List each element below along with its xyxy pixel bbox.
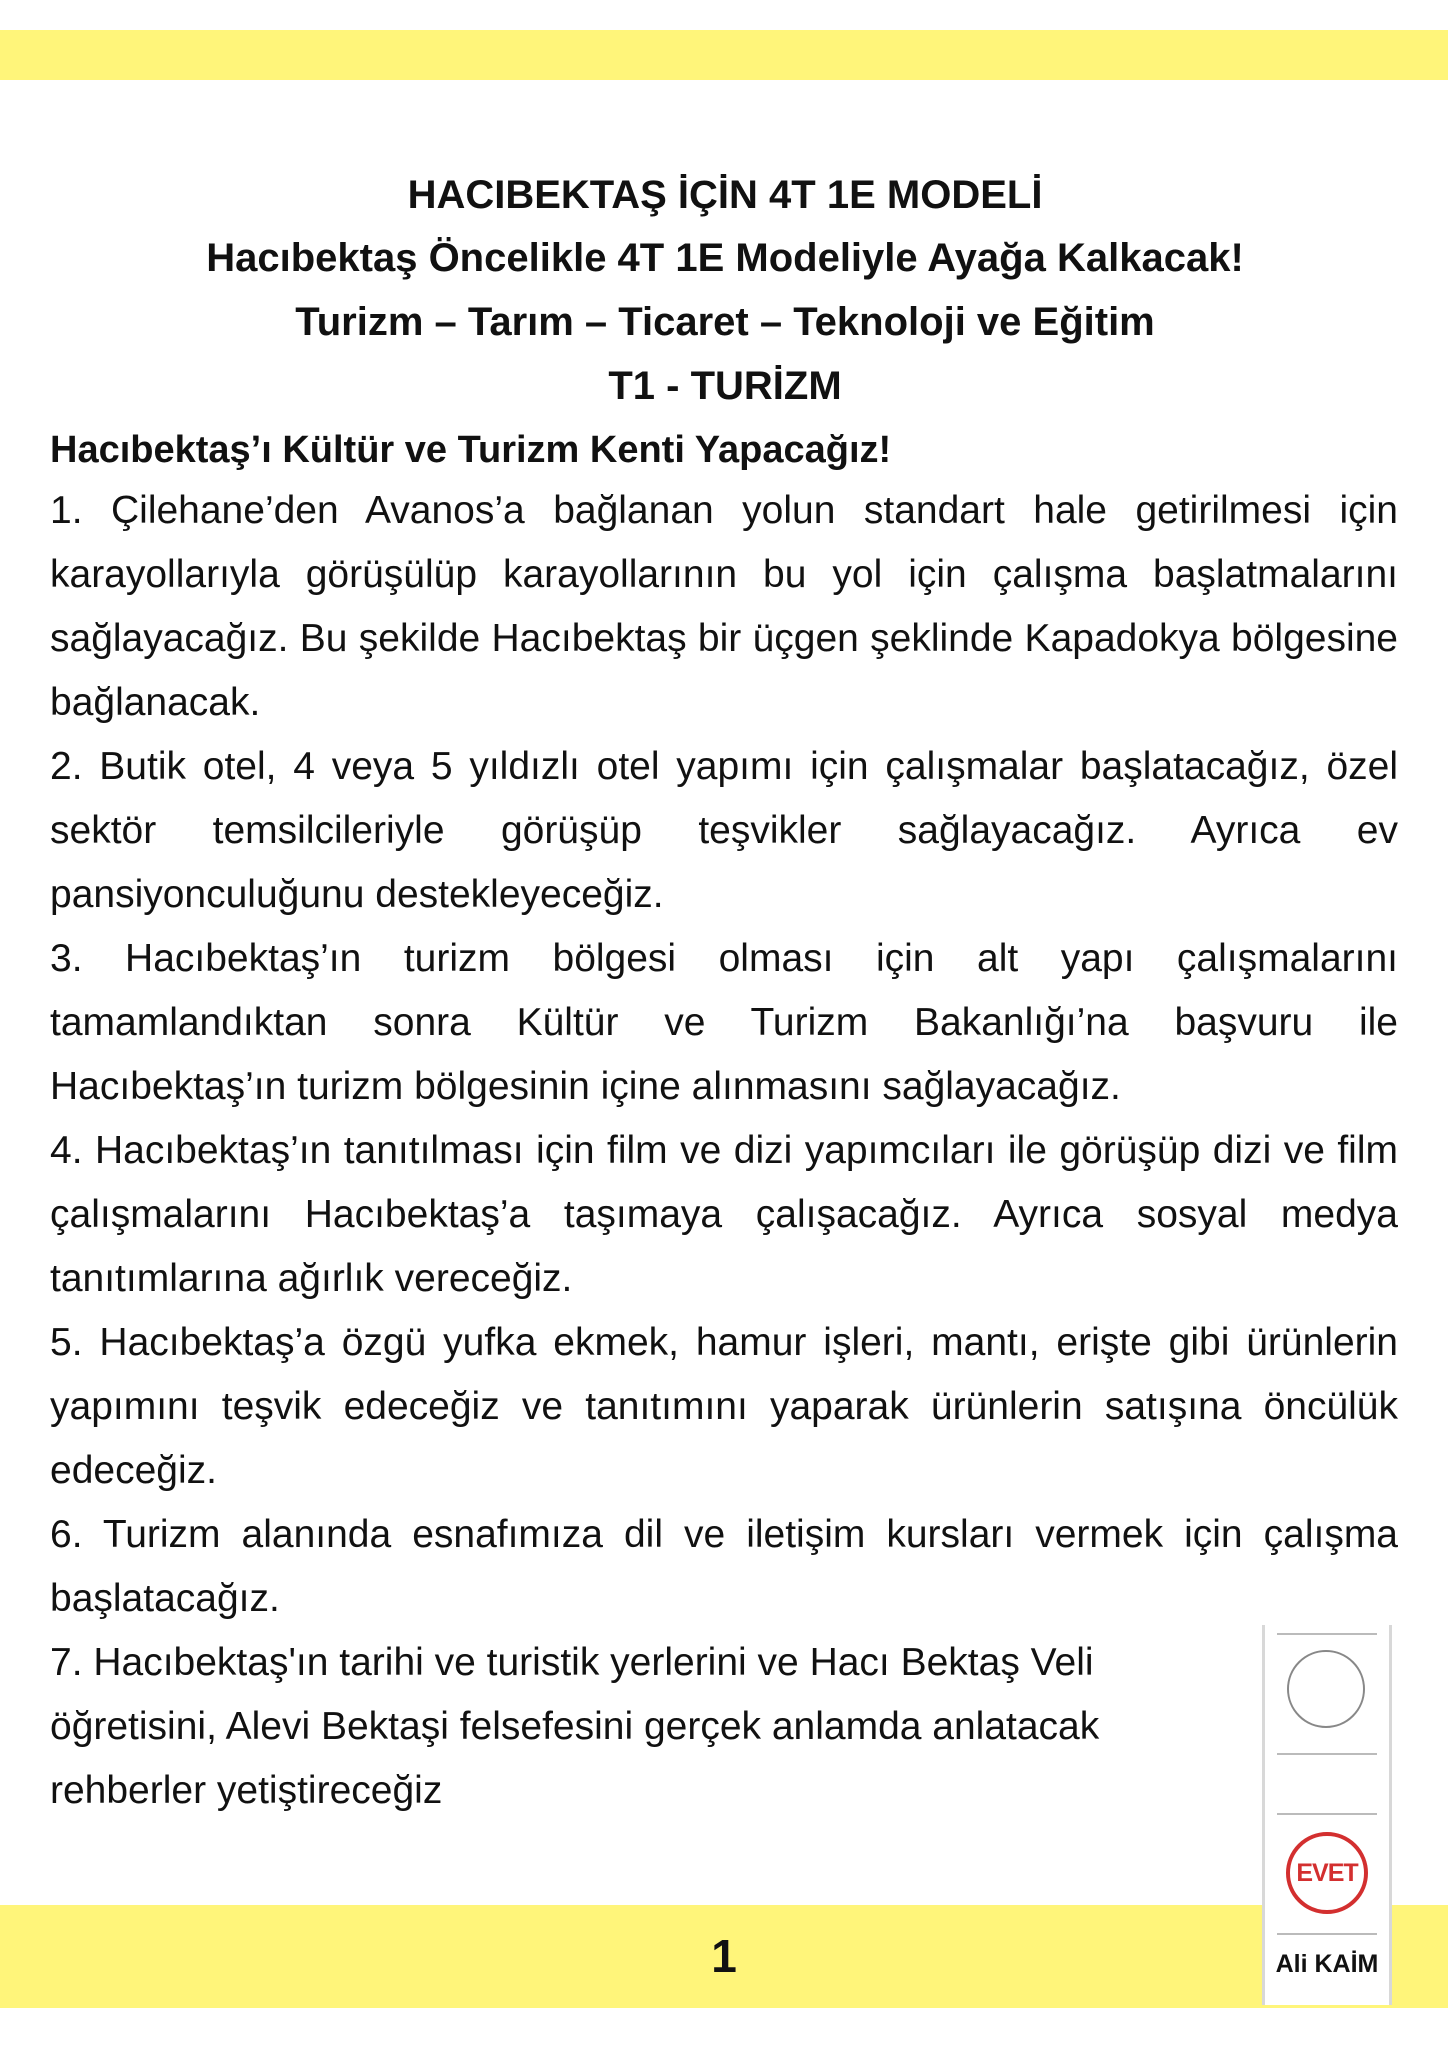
list-item: 1. Çilehane’den Avanos’a bağlanan yolun standart hale getirilmesi için karayollarıyla görüşülüp karayollarının bu yol için çalışma başlatmalarını sağlayacağız. Bu şekilde Hacıbektaş bir üçgen şeklinde Kapadokya bölgesine bağlanacak. <box>50 489 1398 724</box>
divider <box>1277 1813 1377 1815</box>
candidate-name: Ali KAİM <box>1275 1950 1379 1978</box>
pillars-heading: Turizm – Tarım – Ticaret – Teknoloji ve Eğitim <box>295 300 1155 344</box>
divider <box>1277 1753 1377 1755</box>
ballot-badge <box>1262 1625 1392 2005</box>
empty-circle-icon <box>1287 1650 1365 1728</box>
divider <box>1277 1933 1377 1935</box>
section-heading: T1 - TURİZM <box>608 364 842 408</box>
list-item: 5. Hacıbektaş’a özgü yufka ekmek, hamur işleri, mantı, erişte gibi ürünlerin yapımını teşvik edeceğiz ve tanıtımını yaparak ürünlerin satışına öncülük edeceğiz. <box>50 1321 1398 1492</box>
list-item: 6. Turizm alanında esnafımıza dil ve iletişim kursları vermek için çalışma başlatacağız. <box>50 1513 1398 1620</box>
evet-stamp-icon <box>1286 1832 1368 1914</box>
top-color-band <box>0 30 1448 80</box>
list-item: 4. Hacıbektaş’ın tanıtılması için film ve dizi yapımcıları ile görüşüp dizi ve film çalışmalarını Hacıbektaş’a taşımaya çalışacağız. Ayrıca sosyal medya tanıtımlarına ağırlık vereceğiz. <box>50 1129 1398 1300</box>
evet-label: EVET <box>1296 1858 1358 1887</box>
document-subtitle: Hacıbektaş Öncelikle 4T 1E Modeliyle Ayağa Kalkacak! <box>206 236 1244 280</box>
list-item: 3. Hacıbektaş’ın turizm bölgesi olması için alt yapı çalışmalarını tamamlandıktan sonra Kültür ve Turizm Bakanlığı’na başvuru ile Hacıbektaş’ın turizm bölgesinin içine alınmasını sağlayacağız. <box>50 937 1398 1108</box>
page-number: 1 <box>711 1930 737 1982</box>
list-item: 2. Butik otel, 4 veya 5 yıldızlı otel yapımı için çalışmalar başlatacağız, özel sektör temsilcileriyle görüşüp teşvikler sağlayacağız. Ayrıca ev pansiyonculuğunu destekleyeceğiz. <box>50 745 1398 916</box>
section-title: Hacıbektaş’ı Kültür ve Turizm Kenti Yapacağız! <box>50 429 892 471</box>
divider <box>1277 1633 1377 1635</box>
document-title: HACIBEKTAŞ İÇİN 4T 1E MODELİ <box>407 173 1043 217</box>
list-item: 7. Hacıbektaş'ın tarihi ve turistik yerlerini ve Hacı Bektaş Veli öğretisini, Alevi Bektaşi felsefesini gerçek anlamda anlatacak rehberler yetiştireceğiz <box>50 1641 1100 1812</box>
commitment-list <box>50 479 1398 1823</box>
